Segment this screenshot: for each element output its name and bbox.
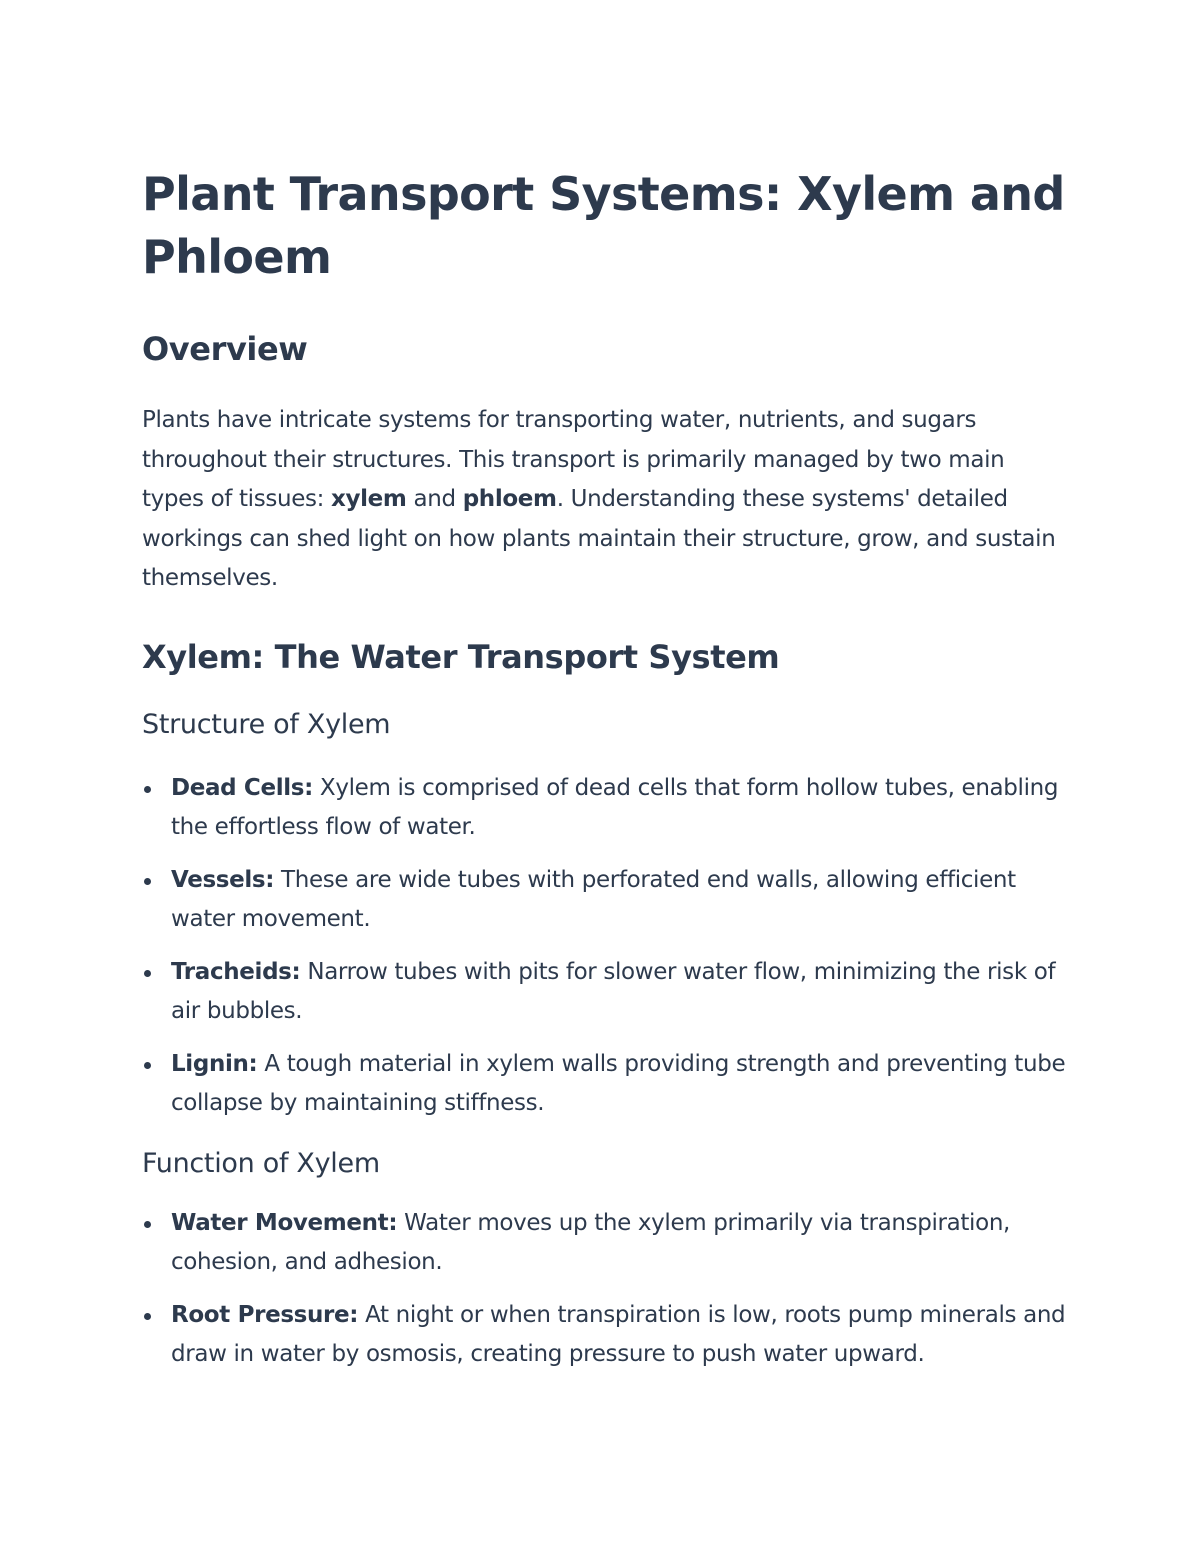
- overview-paragraph: [142, 401, 1067, 599]
- structure-list: [142, 769, 1067, 1124]
- list-item-term: Vessels:: [171, 866, 275, 893]
- list-item-term: Tracheids:: [171, 958, 301, 985]
- list-item-text: A tough material in xylem walls providing strength and preventing tube collapse by maintaining stiffness.: [171, 1050, 1066, 1116]
- list-item-term: Water Movement:: [171, 1209, 398, 1236]
- list-item: [142, 769, 1067, 848]
- overview-heading: Overview: [142, 330, 308, 368]
- list-item-text: Narrow tubes with pits for slower water flow, minimizing the risk of air bubbles.: [171, 958, 1056, 1024]
- list-item-text: Xylem is comprised of dead cells that form hollow tubes, enabling the effortless flow of water.: [171, 774, 1059, 840]
- list-item-text: At night or when transpiration is low, roots pump minerals and draw in water by osmosis, creating pressure to push water upward.: [171, 1301, 1066, 1367]
- bullet-icon: [144, 1062, 151, 1069]
- overview-text-end: . Understanding these systems' detailed workings can shed light on how plants maintain their structure, grow, and sustain themselves.: [142, 486, 1056, 591]
- xylem-section-heading: Xylem: The Water Transport System: [142, 637, 780, 676]
- document-page: [142, 163, 1067, 1388]
- list-item-term: Dead Cells:: [171, 774, 313, 801]
- list-item-text: Water moves up the xylem primarily via transpiration, cohesion, and adhesion.: [171, 1209, 1011, 1275]
- list-item: [142, 1204, 1067, 1283]
- bullet-icon: [144, 1221, 151, 1228]
- page-title: Plant Transport Systems: Xylem and Phloem: [142, 167, 1065, 284]
- bullet-icon: [144, 786, 151, 793]
- bullet-icon: [144, 970, 151, 977]
- list-item: [142, 1045, 1067, 1124]
- list-item: [142, 861, 1067, 940]
- list-item-text: These are wide tubes with perforated end walls, allowing efficient water movement.: [171, 866, 1016, 932]
- list-item-term: Root Pressure:: [171, 1301, 359, 1328]
- bullet-icon: [144, 1313, 151, 1320]
- function-list: [142, 1204, 1067, 1375]
- list-item: [142, 1296, 1067, 1375]
- list-item-term: Lignin:: [171, 1050, 258, 1077]
- list-item: [142, 953, 1067, 1032]
- xylem-term: xylem: [331, 486, 407, 512]
- structure-heading: Structure of Xylem: [142, 708, 391, 740]
- overview-text-start: Plants have intricate systems for transporting water, nutrients, and sugars throughout their structures. This transport is primarily managed by two main types of tissues:: [142, 407, 1005, 512]
- phloem-term: phloem: [462, 486, 557, 512]
- function-heading: Function of Xylem: [142, 1147, 380, 1179]
- overview-text-and: and: [406, 486, 463, 512]
- bullet-icon: [144, 878, 151, 885]
